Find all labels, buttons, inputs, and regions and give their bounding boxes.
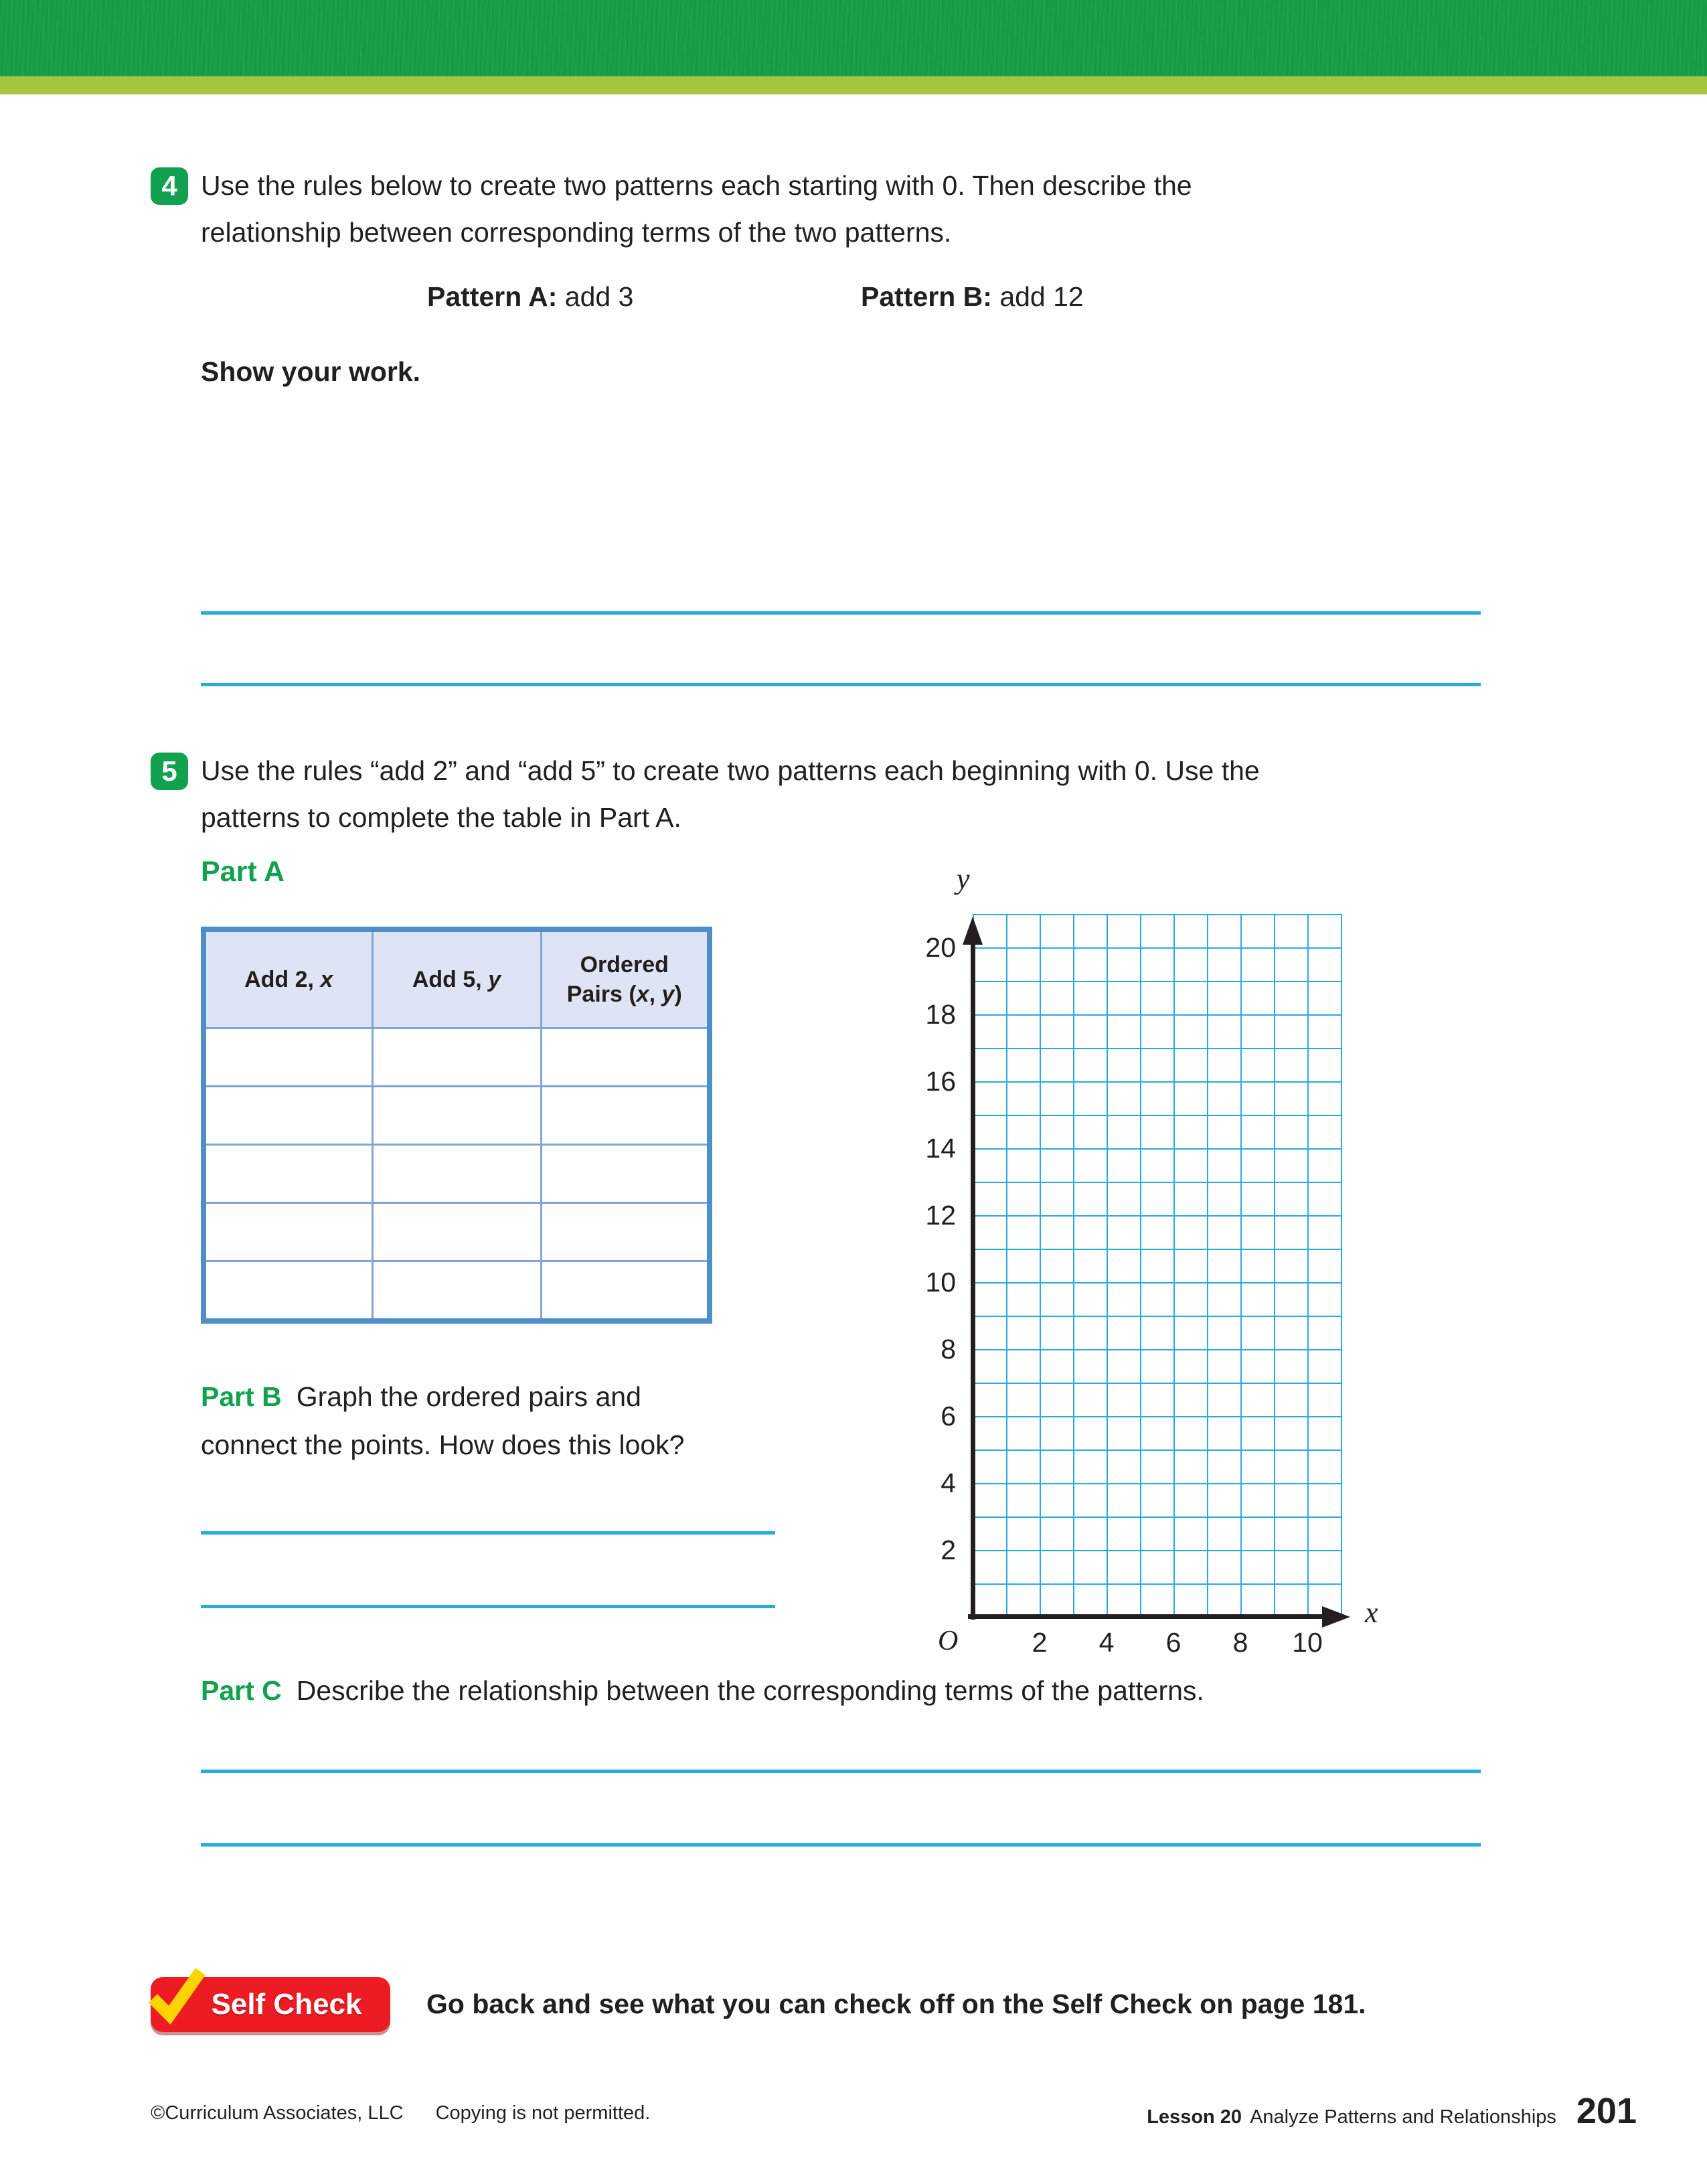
- question-4-text-line-2: relationship between corresponding terms of the two patterns.: [201, 217, 952, 248]
- y-tick-label: 12: [925, 1200, 956, 1231]
- pattern-a-rule: [427, 281, 633, 313]
- table-header-cell: Add 5, y: [372, 929, 541, 1028]
- part-c-label: Part C: [201, 1675, 282, 1706]
- x-tick-label: 4: [1099, 1627, 1115, 1658]
- table-cell-empty[interactable]: [541, 1203, 710, 1261]
- x-tick-label: 8: [1232, 1627, 1248, 1658]
- lesson-title: Analyze Patterns and Relationships: [1250, 2106, 1556, 2128]
- question-4-text: [201, 162, 1192, 256]
- self-check-badge: [151, 1977, 390, 2032]
- question-4-answer-line-2[interactable]: [201, 683, 1481, 686]
- part-b-answer-line-1[interactable]: [201, 1531, 775, 1535]
- question-5-text: [201, 747, 1260, 841]
- checkmark-icon: [144, 1964, 208, 2028]
- page-number: 201: [1576, 2091, 1637, 2131]
- header-band: [0, 0, 1707, 76]
- part-b-text-line-1: Graph the ordered pairs and: [296, 1381, 641, 1412]
- question-4-number-badge: 4: [151, 167, 188, 205]
- table-cell-empty[interactable]: [541, 1261, 710, 1322]
- y-tick-label: 14: [925, 1133, 956, 1164]
- x-tick-label: 2: [1032, 1627, 1048, 1658]
- x-axis: [968, 1614, 1327, 1619]
- part-b-line-2: connect the points. How does this look?: [201, 1429, 685, 1460]
- table-cell-empty[interactable]: [372, 1028, 541, 1087]
- part-a-heading: [201, 856, 284, 888]
- table-body: [204, 1028, 710, 1322]
- table-cell-empty[interactable]: [372, 1261, 541, 1322]
- part-b-answer-line-2[interactable]: [201, 1605, 775, 1608]
- y-axis-label: y: [957, 862, 970, 895]
- part-b-section: [201, 1373, 830, 1469]
- table-cell-empty[interactable]: [372, 1087, 541, 1145]
- grid-area[interactable]: [973, 914, 1342, 1617]
- x-axis-label: x: [1365, 1596, 1378, 1629]
- table-row: [204, 1087, 710, 1145]
- table-cell-empty[interactable]: [204, 1145, 372, 1203]
- pattern-a-label: Pattern A:: [427, 281, 558, 312]
- question-5-text-line-1: Use the rules “add 2” and “add 5” to create two patterns each beginning with 0. Use the: [201, 755, 1260, 786]
- pattern-a-value: add 3: [564, 281, 634, 312]
- y-tick-label: 10: [925, 1267, 956, 1298]
- pattern-b-rule: [861, 281, 1084, 313]
- table-cell-empty[interactable]: [204, 1028, 372, 1087]
- x-tick-label: 10: [1292, 1627, 1323, 1658]
- origin-label: O: [938, 1626, 959, 1656]
- part-c-answer-line-1[interactable]: [201, 1770, 1481, 1773]
- question-4-text-line-1: Use the rules below to create two patterns each starting with 0. Then describe the: [201, 170, 1192, 201]
- table-cell-empty[interactable]: [541, 1087, 710, 1145]
- lesson-number-label: Lesson 20: [1147, 2106, 1242, 2128]
- ordered-pairs-table: [201, 927, 712, 1324]
- part-c-text: Describe the relationship between the corresponding terms of the patterns.: [296, 1675, 1204, 1706]
- table-cell-empty[interactable]: [372, 1203, 541, 1261]
- copy-notice: Copying is not permitted.: [435, 2102, 651, 2124]
- footer-lesson-info: [1147, 2090, 1637, 2132]
- y-axis-arrow-icon: [963, 917, 983, 945]
- table-row: [204, 1261, 710, 1322]
- y-tick-label: 16: [925, 1066, 956, 1097]
- y-tick-label: 6: [941, 1401, 956, 1431]
- y-tick-label: 4: [941, 1468, 956, 1498]
- part-b-line-1: [201, 1373, 830, 1421]
- part-c-section: [201, 1675, 1204, 1707]
- x-tick-label: 6: [1165, 1627, 1182, 1658]
- footer-copyright: [151, 2102, 650, 2124]
- table-row: [204, 1028, 710, 1087]
- table-row: [204, 1203, 710, 1261]
- table-header-cell: Ordered Pairs (x, y): [541, 929, 710, 1028]
- y-tick-label: 8: [941, 1334, 956, 1364]
- table-cell-empty[interactable]: [204, 1203, 372, 1261]
- pattern-b-label: Pattern B:: [861, 281, 992, 312]
- table-cell-empty[interactable]: [541, 1028, 710, 1087]
- question-4-answer-line-1[interactable]: [201, 611, 1481, 615]
- question-5-number-badge: 5: [151, 753, 188, 790]
- question-5-text-line-2: patterns to complete the table in Part A.: [201, 802, 681, 833]
- show-your-work-heading: Show your work.: [201, 356, 421, 387]
- table-cell-empty[interactable]: [372, 1145, 541, 1203]
- part-b-label: Part B: [201, 1381, 282, 1412]
- pattern-b-value: add 12: [999, 281, 1084, 312]
- table-row: [204, 1145, 710, 1203]
- copyright-text: ©Curriculum Associates, LLC: [151, 2102, 404, 2124]
- self-check-badge-label: Self Check: [211, 1988, 362, 2021]
- table-cell-empty[interactable]: [541, 1145, 710, 1203]
- y-tick-label: 20: [925, 932, 956, 963]
- header-stripe: [0, 76, 1707, 94]
- table-header-row: [204, 929, 710, 1028]
- part-c-answer-line-2[interactable]: [201, 1843, 1481, 1847]
- part-a-label: Part A: [201, 856, 285, 888]
- y-tick-label: 18: [925, 999, 956, 1030]
- table-header-cell: Add 2, x: [204, 929, 372, 1028]
- y-tick-label: 2: [941, 1535, 956, 1565]
- self-check-instruction: Go back and see what you can check off on the Self Check on page 181.: [426, 1988, 1366, 2019]
- table-cell-empty[interactable]: [204, 1261, 372, 1322]
- table-cell-empty[interactable]: [204, 1087, 372, 1145]
- y-axis: [971, 933, 975, 1620]
